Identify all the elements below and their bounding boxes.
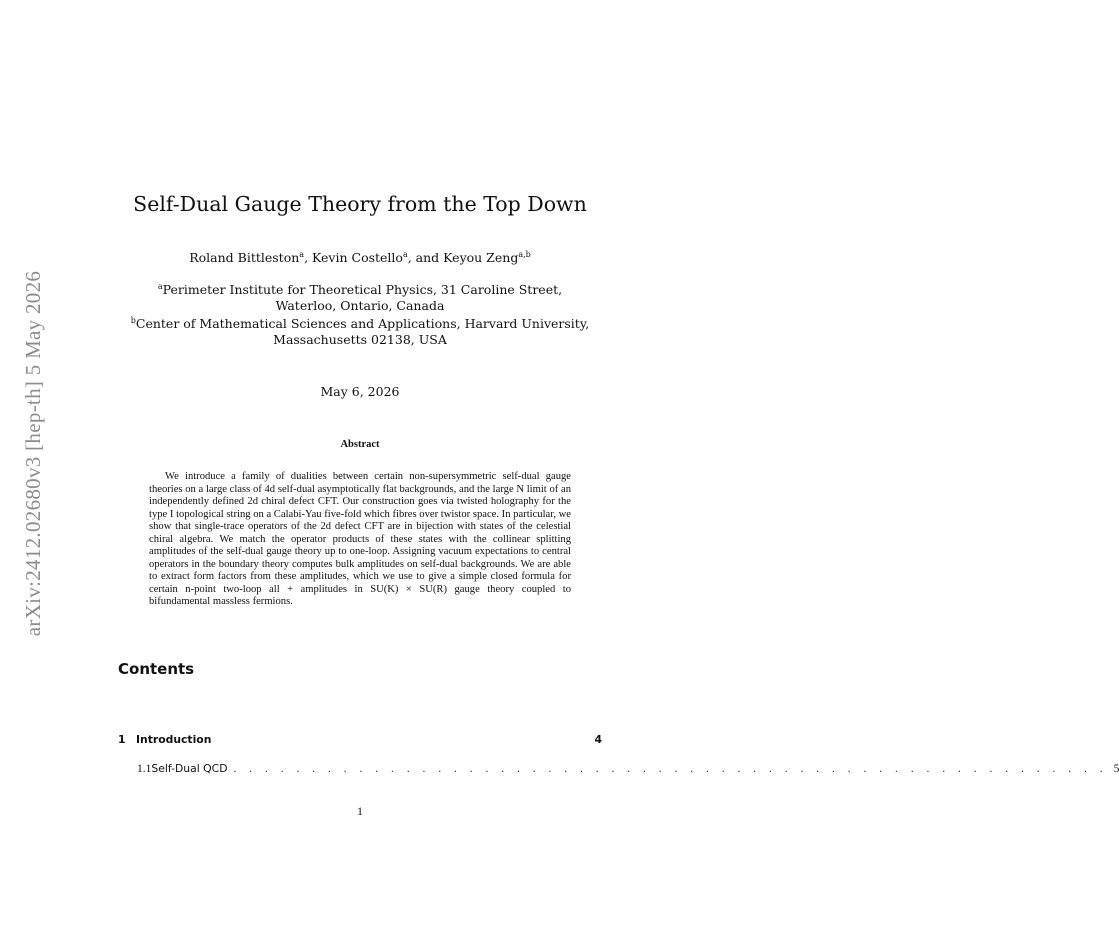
affiliation-a (128, 279, 592, 314)
author-separator: , (304, 250, 313, 266)
author-name: Roland Bittleston (189, 250, 300, 266)
author-list (0, 250, 720, 265)
toc-page-number: 4 (594, 733, 602, 746)
author-affiliation-mark: a (299, 250, 305, 259)
author-affiliation-mark: a (402, 250, 408, 259)
affiliation-text: Perimeter Institute for Theoretical Physics, 31 Caroline Street, Waterloo, Ontario, Canada (162, 282, 563, 314)
affiliation-text: Center of Mathematical Sciences and Applications, Harvard University, Massachusetts 02138, USA (135, 316, 590, 348)
toc-section-title: Introduction (136, 733, 212, 746)
toc-section-number: 1 (118, 733, 126, 746)
arxiv-stamp (14, 258, 54, 648)
toc-entry-self-dual-qcd[interactable] (118, 762, 1119, 775)
abstract-text: We introduce a family of dualities between certain non-supersymmetric self-dual gauge theories on a large class of 4d self-dual asymptotically flat backgrounds, and the large N limit of an independently defined 2d chiral defect CFT. Our construction goes via twisted holography for the type I topological string on a Calabi-Yau five-fold which fibres over twistor space. In particular, we show that single-trace operators of the 2d defect CFT are in bijection with states of the celestial chiral algebra. We match the operator products of these states with the collinear splitting amplitudes of the self-dual gauge theory up to one-loop. Assigning vacuum expectations to central operators in the boundary theory computes bulk amplitudes on self-dual backgrounds. We are able to extract form factors from these amplitudes, which we use to give a simple closed formula for certain n-point two-loop all + amplitudes in SU(K) × SU(R) gauge theory coupled to bifundamental massless fermions. (149, 471, 571, 608)
author-separator: , and (407, 250, 444, 266)
toc-subsection-number: 1.1 (137, 763, 152, 775)
affiliation-b (128, 313, 592, 348)
affiliation-mark: b (130, 316, 136, 325)
paper-date: May 6, 2026 (320, 384, 400, 399)
author-affiliation-mark: a,b (518, 250, 531, 259)
toc-leader-dots: . . . . . . . . . . . . . . . . . . . . . . . . . . . . . . . . . . . . . . . . . . . . . . . . . . . . . . . . (233, 763, 1108, 775)
toc-subsection-title: Self-Dual QCD (151, 762, 228, 775)
affiliation-mark: a (157, 282, 163, 291)
page-number: 1 (357, 806, 363, 818)
author-name: Kevin Costello (312, 250, 403, 266)
toc-entry-introduction[interactable] (118, 733, 602, 746)
arxiv-identifier: arXiv:2412.02680v3 [hep-th] 5 May 2026 (21, 270, 46, 636)
paper-title: Self-Dual Gauge Theory from the Top Down (133, 192, 587, 216)
toc-page-number: 5 (1113, 763, 1119, 775)
contents-heading: Contents (118, 660, 195, 678)
abstract-heading: Abstract (340, 439, 380, 450)
author-name: Keyou Zeng (443, 250, 519, 266)
